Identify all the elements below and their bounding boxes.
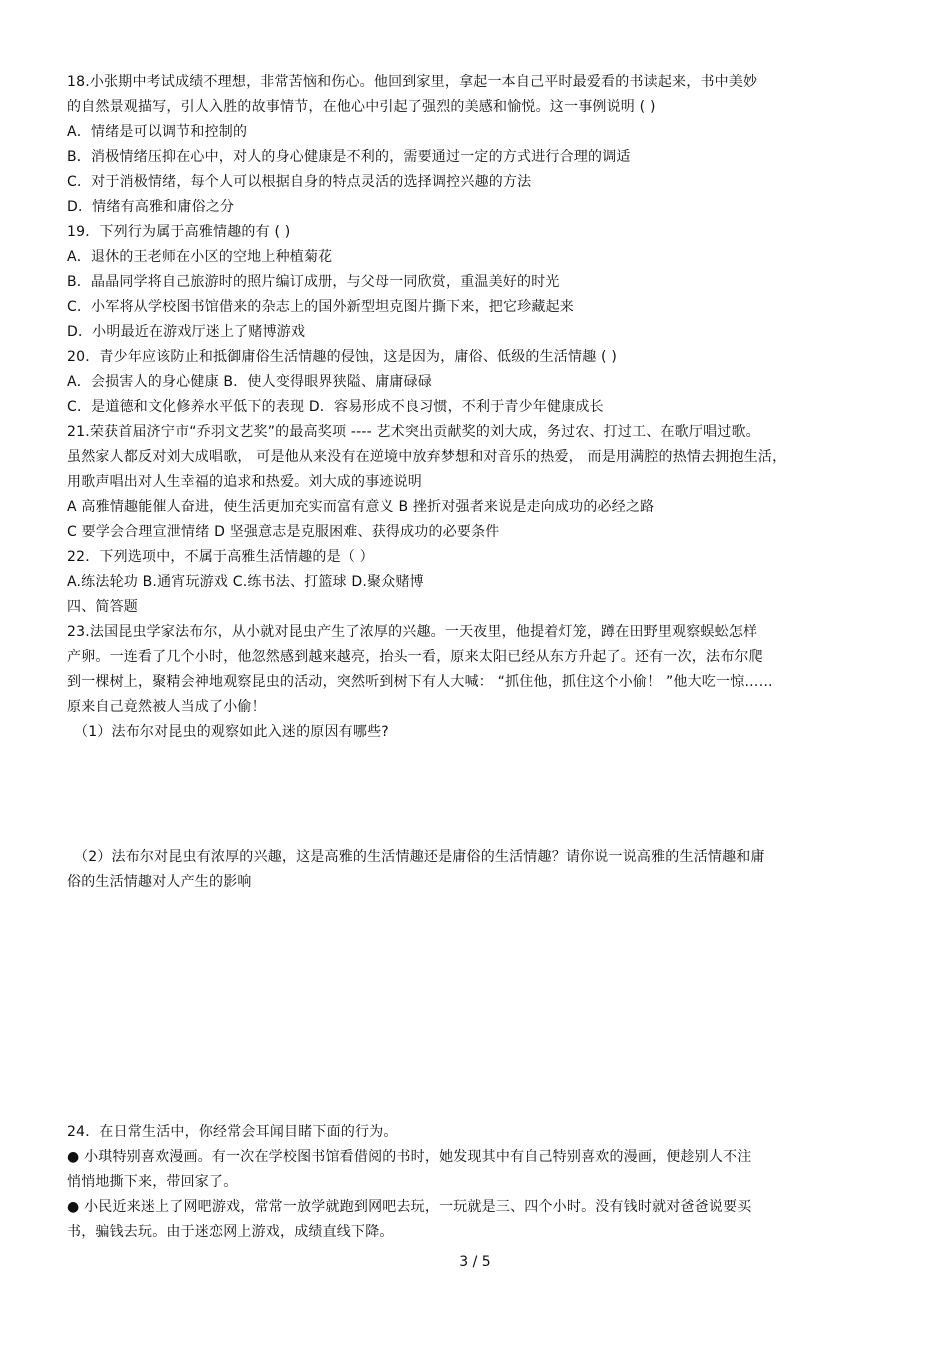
- q23-passage-line-3: 到一棵树上，聚精会神地观察昆虫的活动，突然听到树下有人大喊： “抓住他，抓住这个小偷！ ”他大吃一惊……: [67, 674, 773, 690]
- section-title: 四、简答题: [67, 599, 138, 615]
- q24-item-1-line-1: ● 小琪特别喜欢漫画。有一次在学校图书馆看借阅的书时，她发现其中有自己特别喜欢的漫画，便趁别人不注: [67, 1149, 752, 1165]
- q18-option-a: A．情绪是可以调节和控制的: [67, 124, 248, 140]
- q20-options-cd: C．是道德和文化修养水平低下的表现 D．容易形成不良习惯，不利于青少年健康成长: [67, 399, 604, 415]
- q19-option-d: D．小明最近在游戏厅迷上了赌博游戏: [67, 324, 306, 340]
- q21-stem-line-1: 21.荣获首届济宁市“乔羽文艺奖”的最高奖项 ---- 艺术突出贡献奖的刘大成，务过农、打过工、在歌厅唱过歌。: [67, 424, 760, 440]
- q18-option-d: D．情绪有高雅和庸俗之分: [67, 199, 235, 215]
- q23-passage-line-1: 23.法国昆虫学家法布尔，从小就对昆虫产生了浓厚的兴趣。一天夜里，他提着灯笼，蹲在田野里观察蜈蚣怎样: [67, 624, 758, 640]
- q23-passage-line-2: 产卵。一连看了几个小时，他忽然感到越来越亮，抬头一看，原来太阳已经从东方升起了。还有一次，法布尔爬: [67, 649, 763, 665]
- q21-options-cd: C 要学会合理宣泄情绪 D 坚强意志是克服困难、获得成功的必要条件: [67, 524, 500, 540]
- q20-options-ab: A．会损害人的身心健康 B．使人变得眼界狭隘、庸庸碌碌: [67, 374, 433, 390]
- q18-stem-line-1: 18.小张期中考试成绩不理想，非常苦恼和伤心。他回到家里，拿起一本自己平时最爱看的书读起来，书中美妙: [67, 74, 758, 90]
- q22-options: A.练法轮功 B.通宵玩游戏 C.练书法、打篮球 D.聚众赌博: [67, 574, 424, 590]
- q18-option-c: C．对于消极情绪，每个人可以根据自身的特点灵活的选择调控兴趣的方法: [67, 174, 532, 190]
- q24-stem: 24．在日常生活中，你经常会耳闻目睹下面的行为。: [67, 1124, 398, 1140]
- q20-stem: 20．青少年应该防止和抵御庸俗生活情趣的侵蚀，这是因为，庸俗、低级的生活情趣 ( ): [67, 349, 618, 365]
- q19-option-c: C．小军将从学校图书馆借来的杂志上的国外新型坦克图片撕下来，把它珍藏起来: [67, 299, 574, 315]
- q23-passage-line-4: 原来自己竟然被人当成了小偷！: [67, 699, 266, 715]
- q18-stem-line-2: 的自然景观描写，引人入胜的故事情节，在他心中引起了强烈的美感和愉悦。这一事例说明 ( ): [67, 99, 656, 115]
- q24-item-2-line-2: 书，骗钱去玩。由于迷恋网上游戏，成绩直线下降。: [67, 1224, 394, 1240]
- q18-option-b: B．消极情绪压抑在心中，对人的身心健康是不利的，需要通过一定的方式进行合理的调适: [67, 149, 631, 165]
- q23-subquestion-2-line-1: （2）法布尔对昆虫有浓厚的兴趣，这是高雅的生活情趣还是庸俗的生活情趣？请你说一说高雅的生活情趣和庸: [74, 849, 765, 865]
- q23-subquestion-2-line-2: 俗的生活情趣对人产生的影响: [67, 874, 252, 890]
- q22-stem: 22．下列选项中，不属于高雅生活情趣的是（ ）: [67, 549, 374, 565]
- q19-option-b: B．晶晶同学将自己旅游时的照片编订成册，与父母一同欣赏，重温美好的时光: [67, 274, 560, 290]
- page-number: 3 / 5: [459, 1254, 491, 1270]
- q23-subquestion-1: （1）法布尔对昆虫的观察如此入迷的原因有哪些?: [74, 724, 389, 740]
- q21-options-ab: A 高雅情趣能催人奋进，使生活更加充实而富有意义 B 挫折对强者来说是走向成功的必经之路: [67, 499, 655, 515]
- q21-stem-line-3: 用歌声唱出对人生幸福的追求和热爱。刘大成的事迹说明: [67, 474, 422, 490]
- q21-stem-line-2: 虽然家人都反对刘大成唱歌， 可是他从来没有在逆境中放弃梦想和对音乐的热爱， 而是用满腔的热情去拥抱生活，: [67, 449, 787, 465]
- q19-option-a: A．退休的王老师在小区的空地上种植菊花: [67, 249, 333, 265]
- q19-stem: 19．下列行为属于高雅情趣的有 ( ): [67, 224, 291, 240]
- q24-item-2-line-1: ● 小民近来迷上了网吧游戏，常常一放学就跑到网吧去玩，一玩就是三、四个小时。没有钱时就对爸爸说要买: [67, 1199, 752, 1215]
- q24-item-1-line-2: 悄悄地撕下来，带回家了。: [67, 1174, 238, 1190]
